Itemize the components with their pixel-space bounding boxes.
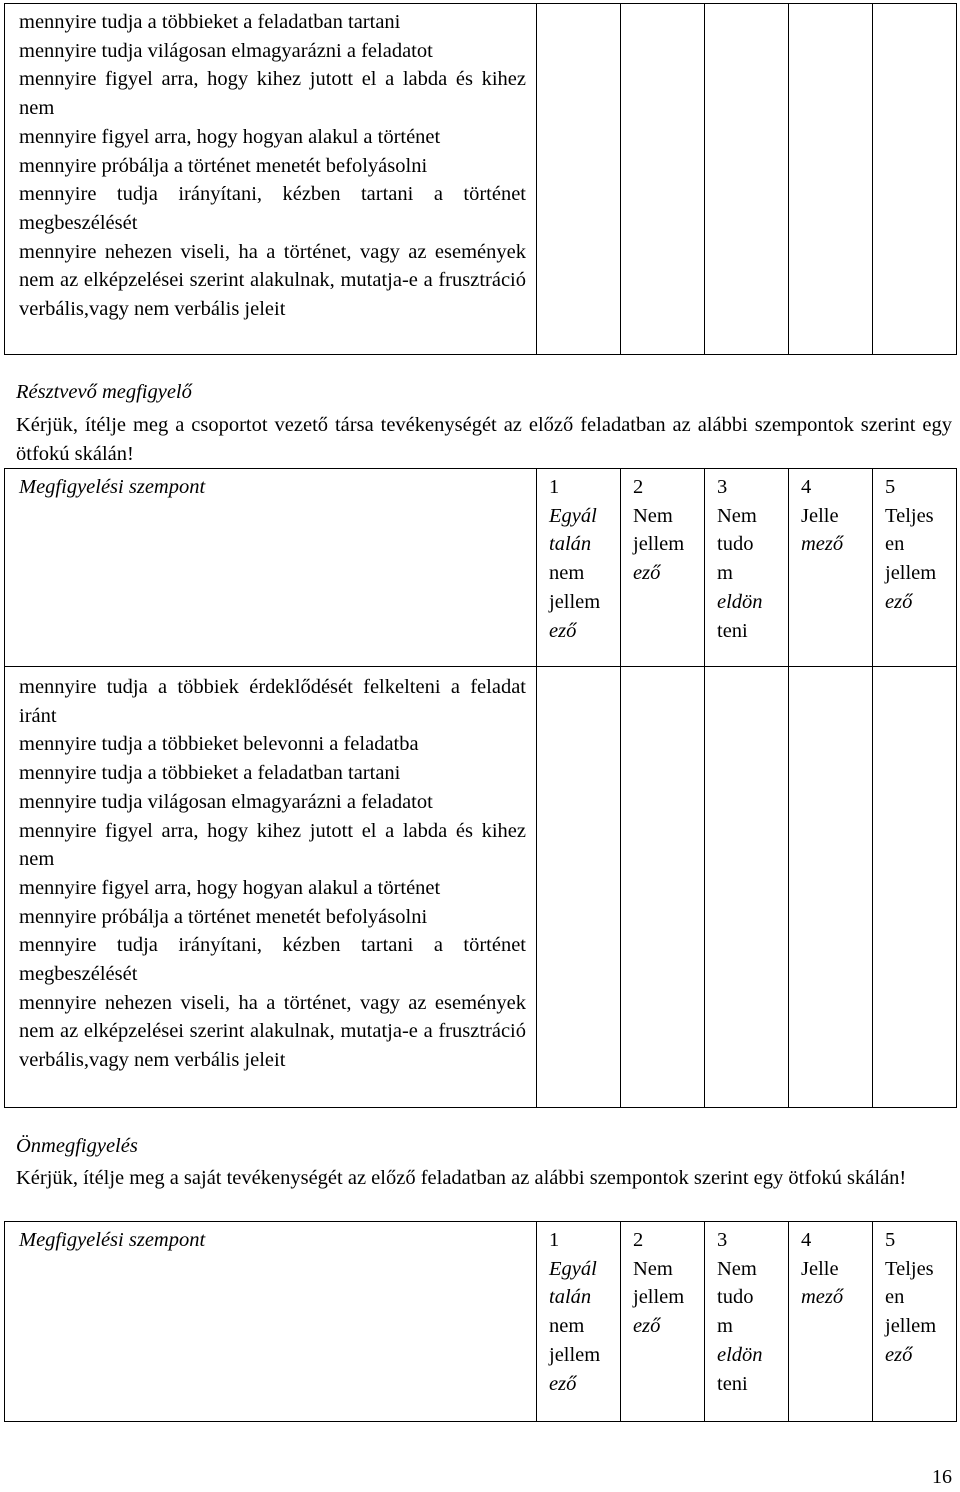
criteria-cell: [5, 667, 537, 1108]
top-rating-table: [4, 3, 957, 355]
criterion-header: Megfigyelési szempont: [5, 469, 537, 667]
criterion-row: mennyire tudja irányítani, kézben tartani a történet megbeszélését: [19, 934, 526, 986]
section-title-self: Önmegfigyelés: [16, 1135, 138, 1157]
scale-header-3: 3 Nem tudo m eldön teni: [705, 469, 789, 667]
criteria-cell: [5, 4, 537, 355]
scale-header-1: 1 Egyál talán nem jellem ező: [537, 469, 621, 667]
scale-header-2: 2 Nem jellem ező: [621, 1222, 705, 1422]
rating-cell[interactable]: [537, 4, 621, 355]
section-instruction-self: Kérjük, ítélje meg a saját tevékenységét az előző feladatban az alábbi szempontok szerint egy ötfokú skálán!: [16, 1167, 907, 1189]
scale-header-4: 4 Jelle mező: [789, 1222, 873, 1422]
rating-cell[interactable]: [621, 4, 705, 355]
criterion-row: mennyire tudja világosan elmagyarázni a feladatot: [19, 790, 433, 813]
criterion-row: mennyire tudja irányítani, kézben tartani a történet megbeszélését: [19, 183, 526, 234]
criterion-row: mennyire tudja világosan elmagyarázni a feladatot: [19, 39, 433, 62]
scale-header-5: 5 Teljes en jellem ező: [873, 469, 957, 667]
rating-cell[interactable]: [873, 667, 957, 1108]
criterion-row: mennyire próbálja a történet menetét befolyásolni: [19, 154, 428, 177]
scale-header-3: 3 Nem tudo m eldön teni: [705, 1222, 789, 1422]
section-title-participant: Résztvevő megfigyelő: [16, 381, 192, 403]
scale-header-1: 1 Egyál talán nem jellem ező: [537, 1222, 621, 1422]
rating-cell[interactable]: [873, 4, 957, 355]
rating-cell[interactable]: [789, 667, 873, 1108]
rating-cell[interactable]: [621, 667, 705, 1108]
section-instruction-participant: Kérjük, ítélje meg a csoportot vezető társa tevékenységét az előző feladatban az alábbi szempontok szerint egy ötfokú skálán!: [16, 414, 952, 465]
criterion-row: mennyire tudja a többiek érdeklődését felkelteni a feladat iránt: [19, 676, 526, 727]
criterion-row: mennyire nehezen viseli, ha a történet, vagy az események nem az elképzelései szerint alakulnak, mutatja-e a frusztráció verbális,vagy nem verbális jeleit: [19, 991, 526, 1072]
scale-header-4: 4 Jelle mező: [789, 469, 873, 667]
scale-header-5: 5 Teljes en jellem ező: [873, 1222, 957, 1422]
criterion-row: mennyire figyel arra, hogy hogyan alakul a történet: [19, 125, 441, 148]
criterion-row: mennyire figyel arra, hogy hogyan alakul a történet: [19, 876, 441, 899]
scale-header-row: [5, 1222, 957, 1422]
rating-cell[interactable]: [789, 4, 873, 355]
rating-cell[interactable]: [705, 667, 789, 1108]
criterion-header: Megfigyelési szempont: [5, 1222, 537, 1422]
self-rating-table: [4, 1221, 957, 1422]
criterion-row: mennyire tudja a többieket a feladatban tartani: [19, 762, 401, 785]
criterion-row: mennyire próbálja a történet menetét befolyásolni: [19, 905, 428, 928]
rating-cell[interactable]: [537, 667, 621, 1108]
criterion-row: mennyire figyel arra, hogy kihez jutott el a labda és kihez nem: [19, 819, 526, 871]
criterion-row: mennyire nehezen viseli, ha a történet, vagy az események nem az elképzelései szerint alakulnak, mutatja-e a frusztráció verbális,vagy nem verbális jeleit: [19, 240, 526, 321]
rating-cell[interactable]: [705, 4, 789, 355]
page-number: 16: [932, 1466, 952, 1488]
scale-header-2: 2 Nem jellem ező: [621, 469, 705, 667]
criterion-row: mennyire figyel arra, hogy kihez jutott el a labda és kihez nem: [19, 68, 526, 120]
participant-rating-table: [4, 468, 957, 1108]
criterion-row: mennyire tudja a többieket belevonni a feladatba: [19, 733, 419, 756]
scale-header-row: [5, 469, 957, 667]
criterion-row: mennyire tudja a többieket a feladatban tartani: [19, 11, 401, 33]
